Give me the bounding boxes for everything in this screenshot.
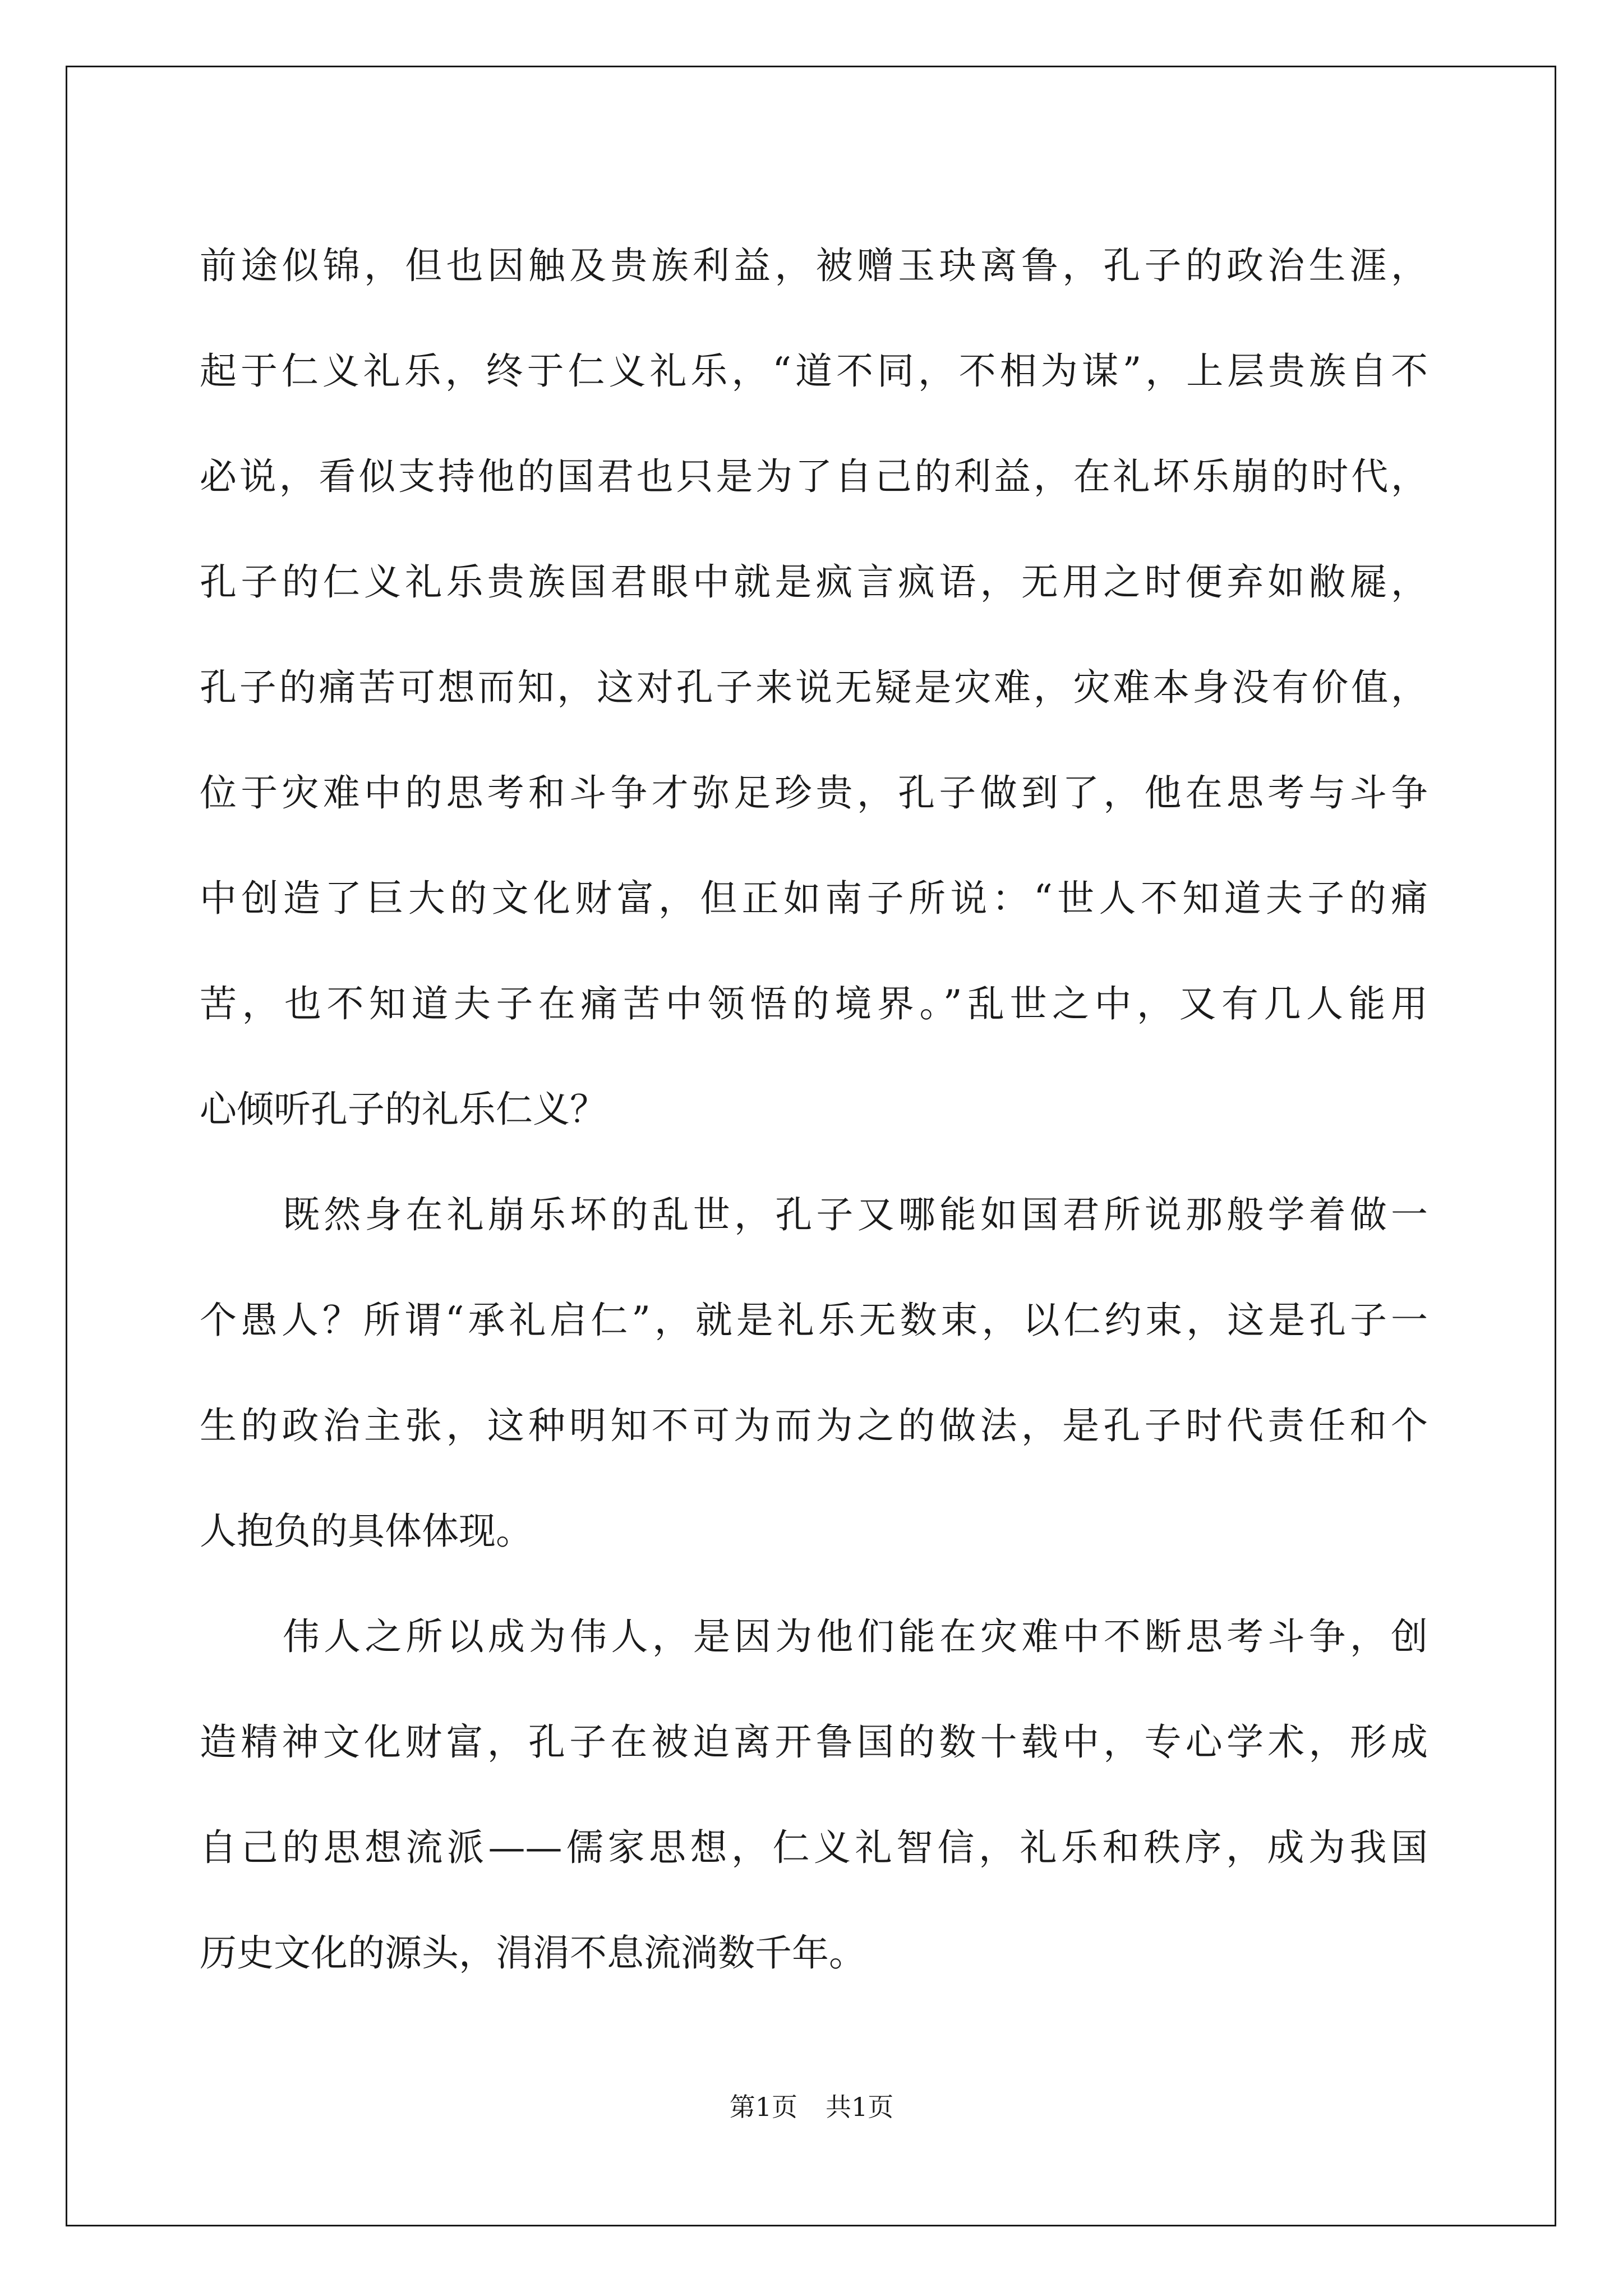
text-line: 历史文化的源头，涓涓不息流淌数千年。 [200,1931,866,1975]
text-line: 伟人之所以成为伟人，是因为他们能在灾难中不断思考斗争，创 [283,1615,1428,1658]
text-line: 位于灾难中的思考和斗争才弥足珍贵，孔子做到了，他在思考与斗争 [200,771,1428,815]
page-number: 第1页 [729,2092,797,2122]
text-line: 前途似锦，但也因触及贵族利益，被赠玉玦离鲁，孔子的政治生涯， [200,244,1428,287]
text-line: 人抱负的具体体现。 [200,1510,533,1553]
text-line: 造精神文化财富，孔子在被迫离开鲁国的数十载中，专心学术，形成 [200,1720,1428,1764]
text-line: 必说，看似支持他的国君也只是为了自己的利益，在礼坏乐崩的时代， [200,455,1428,498]
document-body [200,213,1428,2006]
text-line: 自己的思想流派——儒家思想，仁义礼智信，礼乐和秩序，成为我国 [200,1826,1428,1869]
text-line: 既然身在礼崩乐坏的乱世，孔子又哪能如国君所说那般学着做一 [283,1193,1428,1236]
paragraph-3 [200,1584,1428,2006]
text-line: 中创造了巨大的文化财富，但正如南子所说：“世人不知道夫子的痛 [200,877,1428,920]
text-line: 个愚人？所谓“承礼启仁”，就是礼乐无数束，以仁约束，这是孔子一 [200,1299,1428,1342]
page-total: 共1页 [826,2092,894,2122]
text-line: 生的政治主张，这种明知不可为而为之的做法，是孔子时代责任和个 [200,1404,1428,1447]
text-line: 苦，也不知道夫子在痛苦中领悟的境界。”乱世之中，又有几人能用 [200,982,1428,1025]
text-line: 孔子的仁义礼乐贵族国君眼中就是疯言疯语，无用之时便弃如敝屣， [200,560,1428,604]
paragraph-2 [200,1162,1428,1584]
text-line: 心倾听孔子的礼乐仁义？ [200,1088,607,1131]
text-line: 孔子的痛苦可想而知，这对孔子来说无疑是灾难，灾难本身没有价值， [200,666,1428,709]
page-footer [0,2090,1623,2124]
text-line: 起于仁义礼乐，终于仁义礼乐，“道不同，不相为谋”，上层贵族自不 [200,349,1428,393]
paragraph-1 [200,213,1428,1162]
